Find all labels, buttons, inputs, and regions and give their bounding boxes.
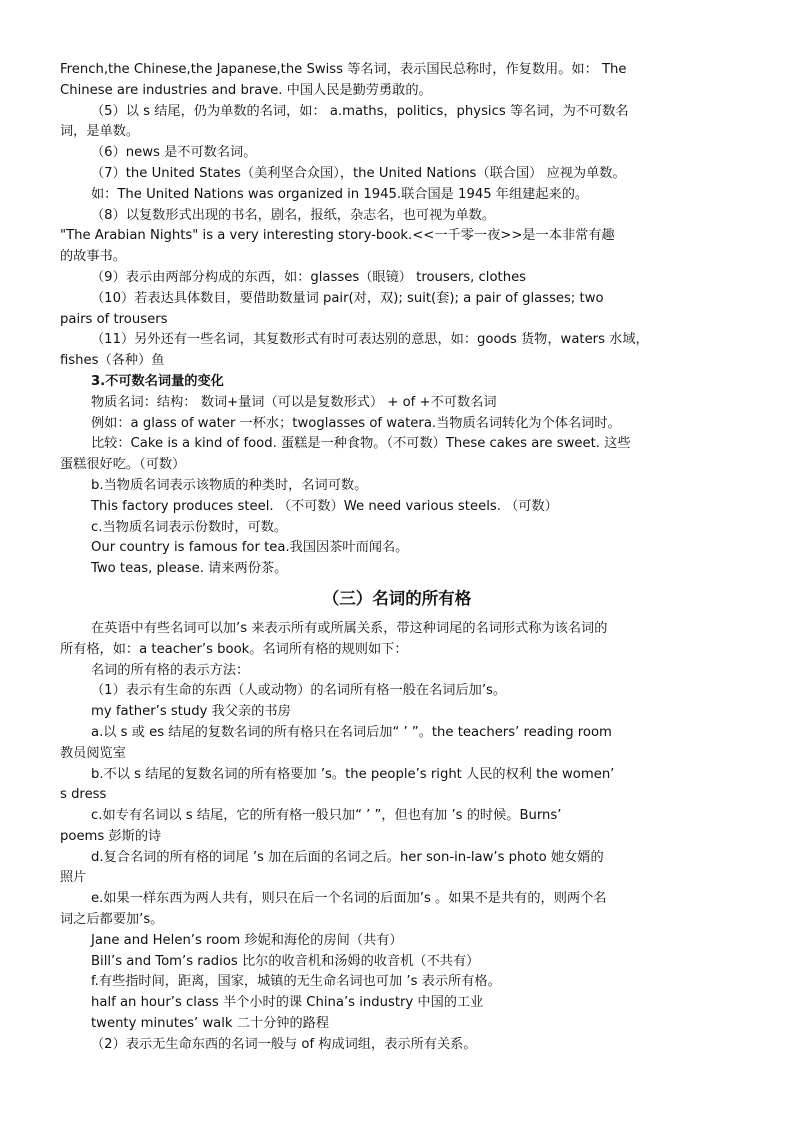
text-line: Bill’s and Tom’s radios 比尔的收音机和汤姆的收音机（不共有）	[91, 953, 480, 969]
text-line: 照片	[60, 870, 87, 886]
text-line: 蛋糕很好吃。（可数）	[60, 457, 186, 473]
text-line: （2）表示无生命东西的名词一般与 of 构成词组，表示所有关系。	[91, 1036, 477, 1052]
text-line: （6）news 是不可数名词。	[91, 145, 257, 161]
text-line: 词，是单数。	[60, 124, 140, 140]
text-line: b.当物质名词表示该物质的种类时，名词可数。	[91, 477, 368, 493]
text-line: s dress	[60, 787, 107, 803]
text-line: my father’s study 我父亲的书房	[91, 704, 291, 720]
text-line: 名词的所有格的表示方法：	[91, 662, 250, 678]
text-line: （11）另外还有一些名词，其复数形式有时可表达别的意思，如：goods 货物，waters 水域，	[91, 332, 649, 348]
text-line: a.以 s 或 es 结尾的复数名词的所有格只在名词后加“ ’ ”。the teachers’ reading room	[91, 724, 612, 740]
section-heading: （三）名词的所有格	[322, 588, 472, 608]
text-line: b.不以 s 结尾的复数名词的所有格要加 ’s。the people’s right 人民的权利 the women’	[91, 766, 615, 782]
document-page	[60, 60, 734, 1056]
text-line: French,the Chinese,the Japanese,the Swiss 等名词，表示国民总称时，作复数用。如： The	[60, 62, 627, 77]
text-line: c.当物质名词表示份数时，可数。	[91, 519, 288, 535]
text-line: "The Arabian Nights" is a very interesting story-book.<<一千零一夜>>是一本非常有趣	[60, 228, 615, 244]
text-line: 如：The United Nations was organized in 1945.联合国是 1945 年组建起来的。	[91, 186, 589, 202]
text-line: Our country is famous for tea.我国因茶叶而闻名。	[91, 540, 409, 556]
text-line: （1）表示有生命的东西（人或动物）的名词所有格一般在名词后加’s。	[91, 683, 507, 699]
text-line: d.复合名词的所有格的词尾 ’s 加在后面的名词之后。her son-in-law’s photo 她女婿的	[91, 849, 604, 865]
text-line: 教员阅览室	[60, 745, 126, 761]
text-line: fishes（各种）鱼	[60, 353, 165, 369]
text-line: 物质名词：结构： 数词+量词（可以是复数形式） + of +不可数名词	[91, 394, 497, 410]
text-line: 例如：a glass of water 一杯水；twoglasses of watera.当物质名词转化为个体名词时。	[91, 415, 621, 431]
text-line: （10）若表达具体数目，要借助数量词 pair(对，双); suit(套); a pair of glasses; two	[91, 290, 604, 306]
text-line: （9）表示由两部分构成的东西，如：glasses（眼镜） trousers, clothes	[91, 269, 527, 285]
text-line: This factory produces steel. （不可数）We need various steels. （可数）	[91, 498, 558, 514]
text-line: （8）以复数形式出现的书名，剧名，报纸，杂志名，也可视为单数。	[91, 207, 496, 223]
text-line: twenty minutes’ walk 二十分钟的路程	[91, 1016, 330, 1032]
text-line: pairs of trousers	[60, 311, 168, 327]
text-line: Jane and Helen’s room 珍妮和海伦的房间（共有）	[91, 932, 403, 948]
text-line: f.有些指时间，距离，国家，城镇的无生命名词也可加 ’s 表示所有格。	[91, 974, 501, 990]
text-line: 所有格，如：a teacher’s book。名词所有格的规则如下：	[60, 641, 408, 657]
text-line: Chinese are industries and brave. 中国人民是勤劳勇敢的。	[60, 82, 432, 98]
text-line: （7）the United States（美利坚合众国），the United Nations（联合国） 应视为单数。	[91, 165, 626, 181]
text-line: 在英语中有些名词可以加’s 来表示所有或所属关系，带这种词尾的名词形式称为该名词的	[91, 620, 608, 636]
text-line: 的故事书。	[60, 249, 126, 265]
subheading: 3.不可数名词量的变化	[91, 373, 224, 389]
text-line: 词之后都要加’s。	[60, 912, 164, 928]
text-line: e.如果一样东西为两人共有，则只在后一个名词的后面加’s 。如果不是共有的，则两个名	[91, 891, 607, 907]
text-line: （5）以 s 结尾，仍为单数的名词，如： a.maths，politics，physics 等名词，为不可数名	[91, 103, 629, 119]
text-line: poems 彭斯的诗	[60, 828, 162, 844]
text-line: 比较：Cake is a kind of food. 蛋糕是一种食物。（不可数）These cakes are sweet. 这些	[91, 436, 631, 452]
text-line: c.如专有名词以 s 结尾，它的所有格一般只加“ ’ ”，但也有加 ’s 的时候。Burns’	[91, 808, 562, 824]
text-line: half an hour’s class 半个小时的课 China’s industry 中国的工业	[91, 995, 484, 1011]
text-line: Two teas, please. 请来两份茶。	[91, 561, 288, 577]
